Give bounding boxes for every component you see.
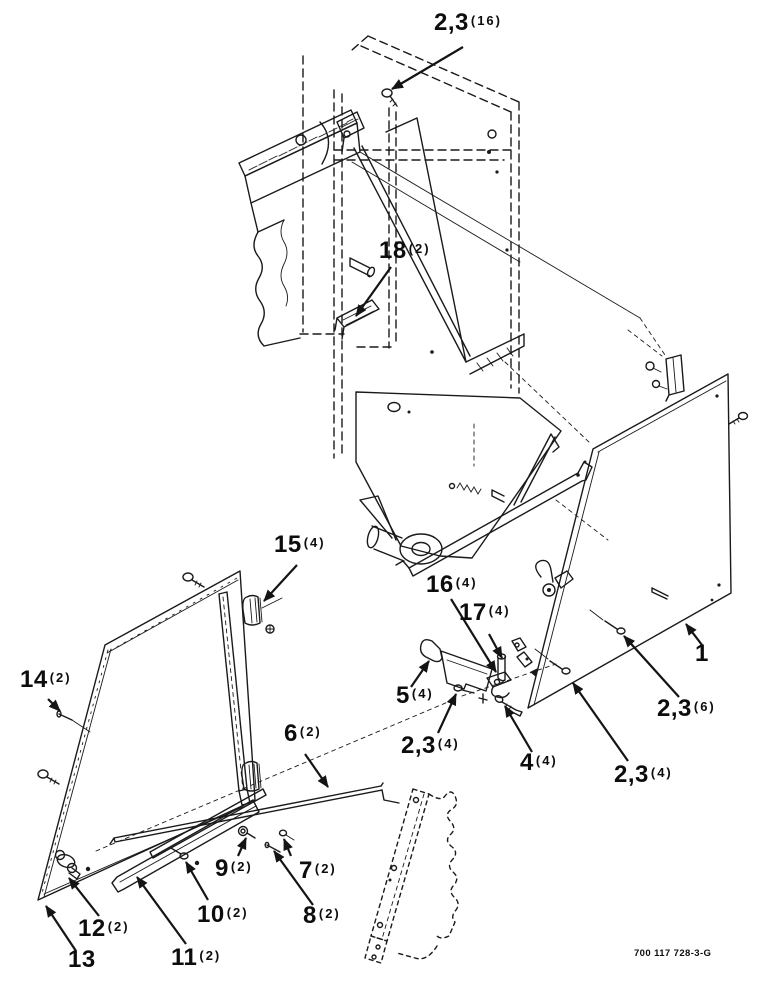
drawing-number: 700 117 728-3-G [634,948,712,959]
callout-quantity: (2) [314,861,337,876]
callout-8 [303,904,341,928]
callout-quantity: (2) [49,670,72,685]
callout-10 [197,903,249,927]
torn-frame-piece [365,789,458,963]
callout-quantity: (2) [199,948,222,963]
callout-quantity: (4) [650,765,673,780]
callout-2-3-16 [434,11,502,35]
callout-14 [20,668,72,692]
right-shield-panel [528,355,748,708]
callout-part-number: 8 [303,902,317,929]
callout-quantity: (4) [455,575,478,590]
callout-16 [426,573,478,597]
callout-part-number: 17 [459,599,487,626]
callout-part-number: 9 [215,855,229,882]
callout-15 [274,533,326,557]
callout-quantity: (16) [470,13,502,28]
callout-quantity: (2) [318,906,341,921]
callout-quantity: (4) [488,603,511,618]
callout-part-number: 12 [78,915,106,942]
callout-1 [695,642,711,666]
hopper-line-art [356,392,561,564]
callout-quantity: (2) [408,241,431,256]
callout-6 [284,722,322,746]
callout-part-number: 18 [379,237,407,264]
callout-quantity: (6) [693,699,716,714]
callout-9 [215,857,253,881]
leader-arrows [46,47,702,951]
callout-part-number: 2,3 [401,732,436,759]
callout-quantity: (4) [303,535,326,550]
callout-part-number: 13 [68,946,96,973]
callout-5 [396,684,434,708]
callout-part-number: 15 [274,531,302,558]
callout-13 [68,948,98,972]
callout-part-number: 5 [396,682,410,709]
callout-quantity: (2) [107,919,130,934]
callout-quantity: (4) [437,736,460,751]
callout-part-number: 14 [20,666,48,693]
callout-2-3-6 [657,697,716,721]
callout-part-number: 4 [520,749,534,776]
callout-quantity: (2) [226,905,249,920]
callout-11 [171,946,221,970]
callout-2-3-4-right [614,763,673,787]
callout-quantity: (4) [411,686,434,701]
latch-rail-line-art [396,424,592,576]
callout-part-number: 2,3 [657,695,692,722]
callout-17 [459,601,511,625]
callout-part-number: 16 [426,571,454,598]
callout-part-number: 11 [171,944,198,971]
callout-4 [520,751,558,775]
callout-18 [379,239,431,263]
callout-part-number: 6 [284,720,298,747]
callout-part-number: 2,3 [434,9,469,36]
callout-12 [78,917,130,941]
callout-2-3-4-left [401,734,460,758]
callout-quantity: (2) [299,724,322,739]
callout-part-number: 2,3 [614,761,649,788]
callout-quantity: (4) [535,753,558,768]
latch-handle-cluster [421,638,538,716]
left-shield-panel [38,571,282,900]
callout-quantity: (2) [230,859,253,874]
callout-part-number: 7 [299,857,313,884]
callout-7 [299,859,337,883]
callout-part-number: 10 [197,901,225,928]
callout-part-number: 1 [695,640,709,667]
